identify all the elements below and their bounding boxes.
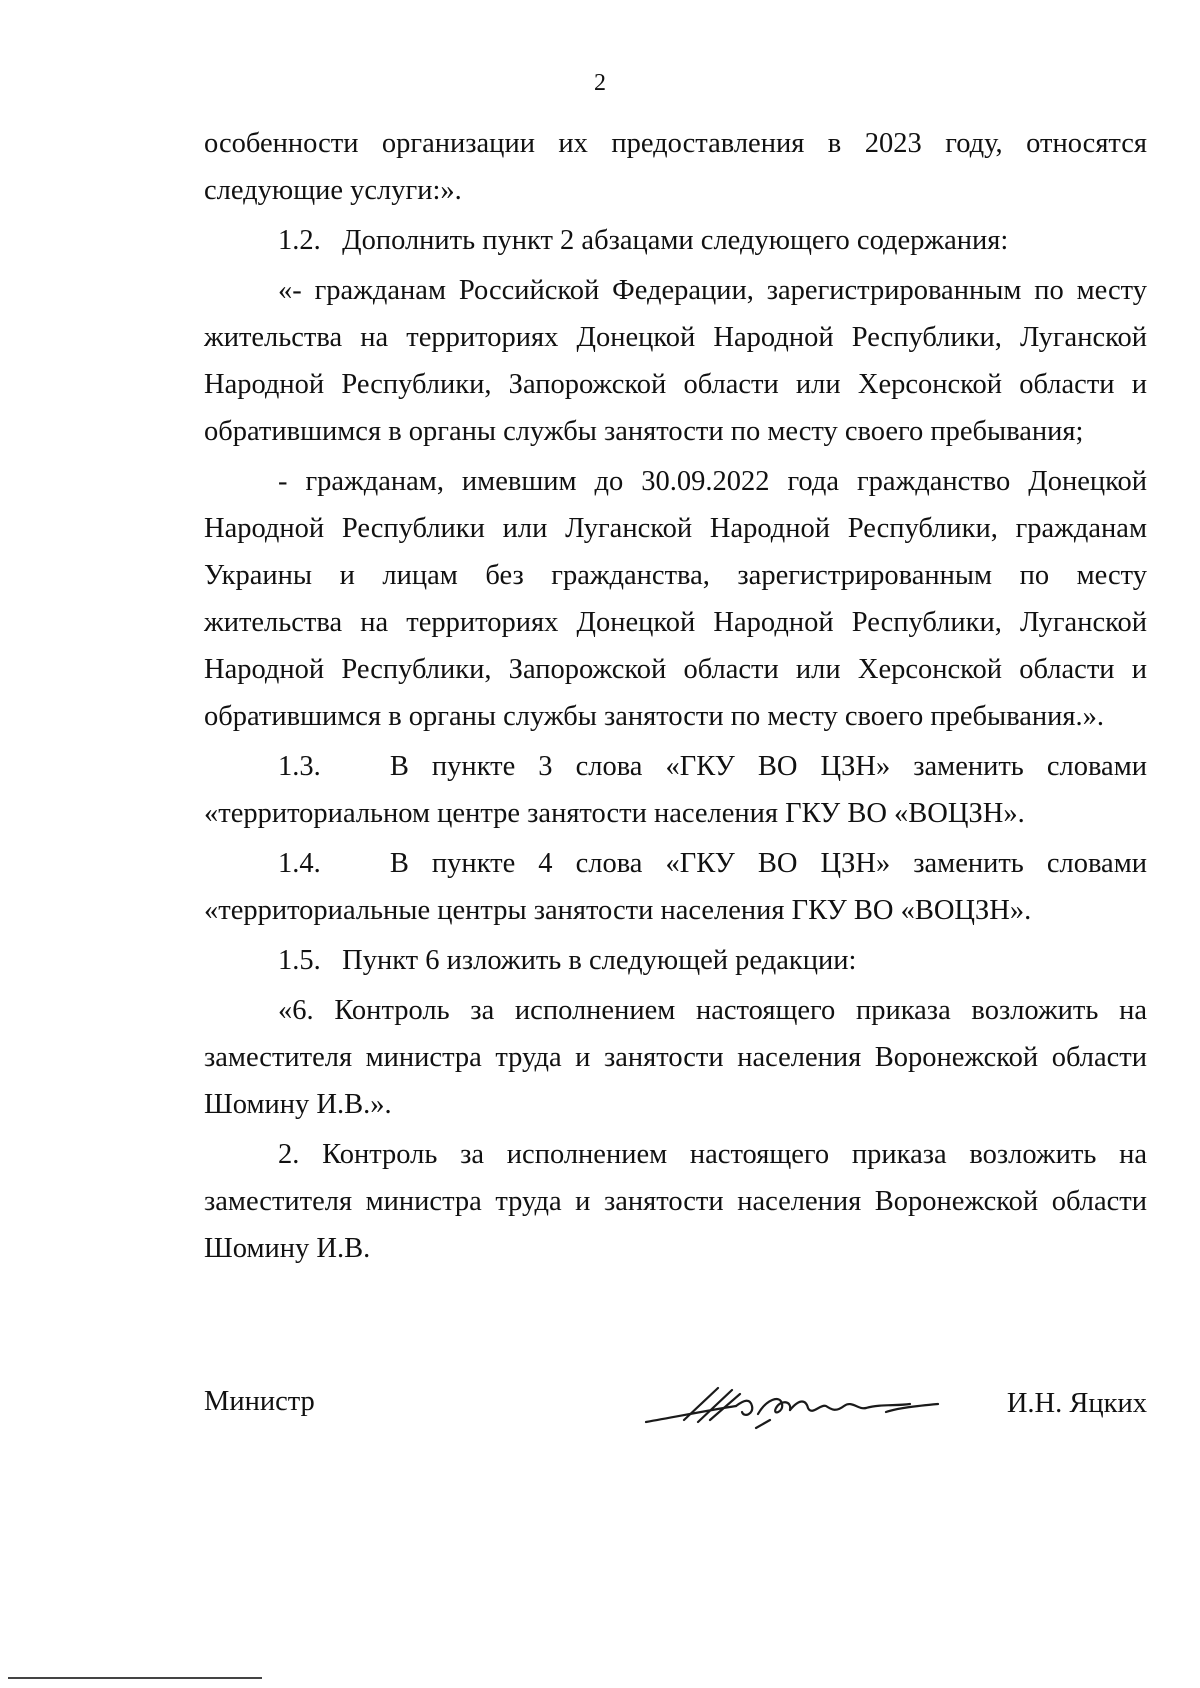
- paragraph-item-2: 2. Контроль за исполнением настоящего приказа возложить на заместителя министра труда и занятости населения Воронежской области Шомину И.В.: [204, 1139, 1147, 1264]
- footer-rule: [8, 1677, 262, 1679]
- signatory-name: И.Н. Яцких: [1006, 1388, 1147, 1419]
- document-body: [204, 120, 1147, 1275]
- signatory-title: Министр: [204, 1386, 315, 1417]
- paragraph-item-1-5: 1.5. Пункт 6 изложить в следующей редакции:: [278, 945, 857, 976]
- handwritten-signature: [640, 1370, 962, 1450]
- page-number: 2: [594, 70, 606, 96]
- paragraph-item-1-2: 1.2. Дополнить пункт 2 абзацами следующего содержания:: [278, 225, 1009, 256]
- paragraph-item-1-2-bullet-2: - гражданам, имевшим до 30.09.2022 года гражданство Донецкой Народной Республики или Луганской Народной Республики, гражданам Украины и лицам без гражданства, зарегистрированным по месту жительства на территориях Донецкой Народной Республики, Луганской Народной Республики, Запорожской области или Херсонской области и обратившимся в органы службы занятости по месту своего пребывания.».: [204, 466, 1147, 732]
- paragraph-item-1-3: 1.3. В пункте 3 слова «ГКУ ВО ЦЗН» заменить словами «территориальном центре занятости населения ГКУ ВО «ВОЦЗН».: [204, 751, 1147, 829]
- paragraph-item-1-2-bullet-1: «- гражданам Российской Федерации, зарегистрированным по месту жительства на территориях Донецкой Народной Республики, Луганской Народной Республики, Запорожской области или Херсонской области и обратившимся в органы службы занятости по месту своего пребывания;: [204, 275, 1147, 447]
- paragraph-item-1-4: 1.4. В пункте 4 слова «ГКУ ВО ЦЗН» заменить словами «территориальные центры занятости населения ГКУ ВО «ВОЦЗН».: [204, 848, 1147, 926]
- paragraph-item-6-text: «6. Контроль за исполнением настоящего приказа возложить на заместителя министра труда и занятости населения Воронежской области Шомину И.В.».: [204, 995, 1147, 1120]
- paragraph-continuation: особенности организации их предоставления в 2023 году, относятся следующие услуги:».: [204, 128, 1147, 206]
- signature-block: [204, 1378, 1147, 1448]
